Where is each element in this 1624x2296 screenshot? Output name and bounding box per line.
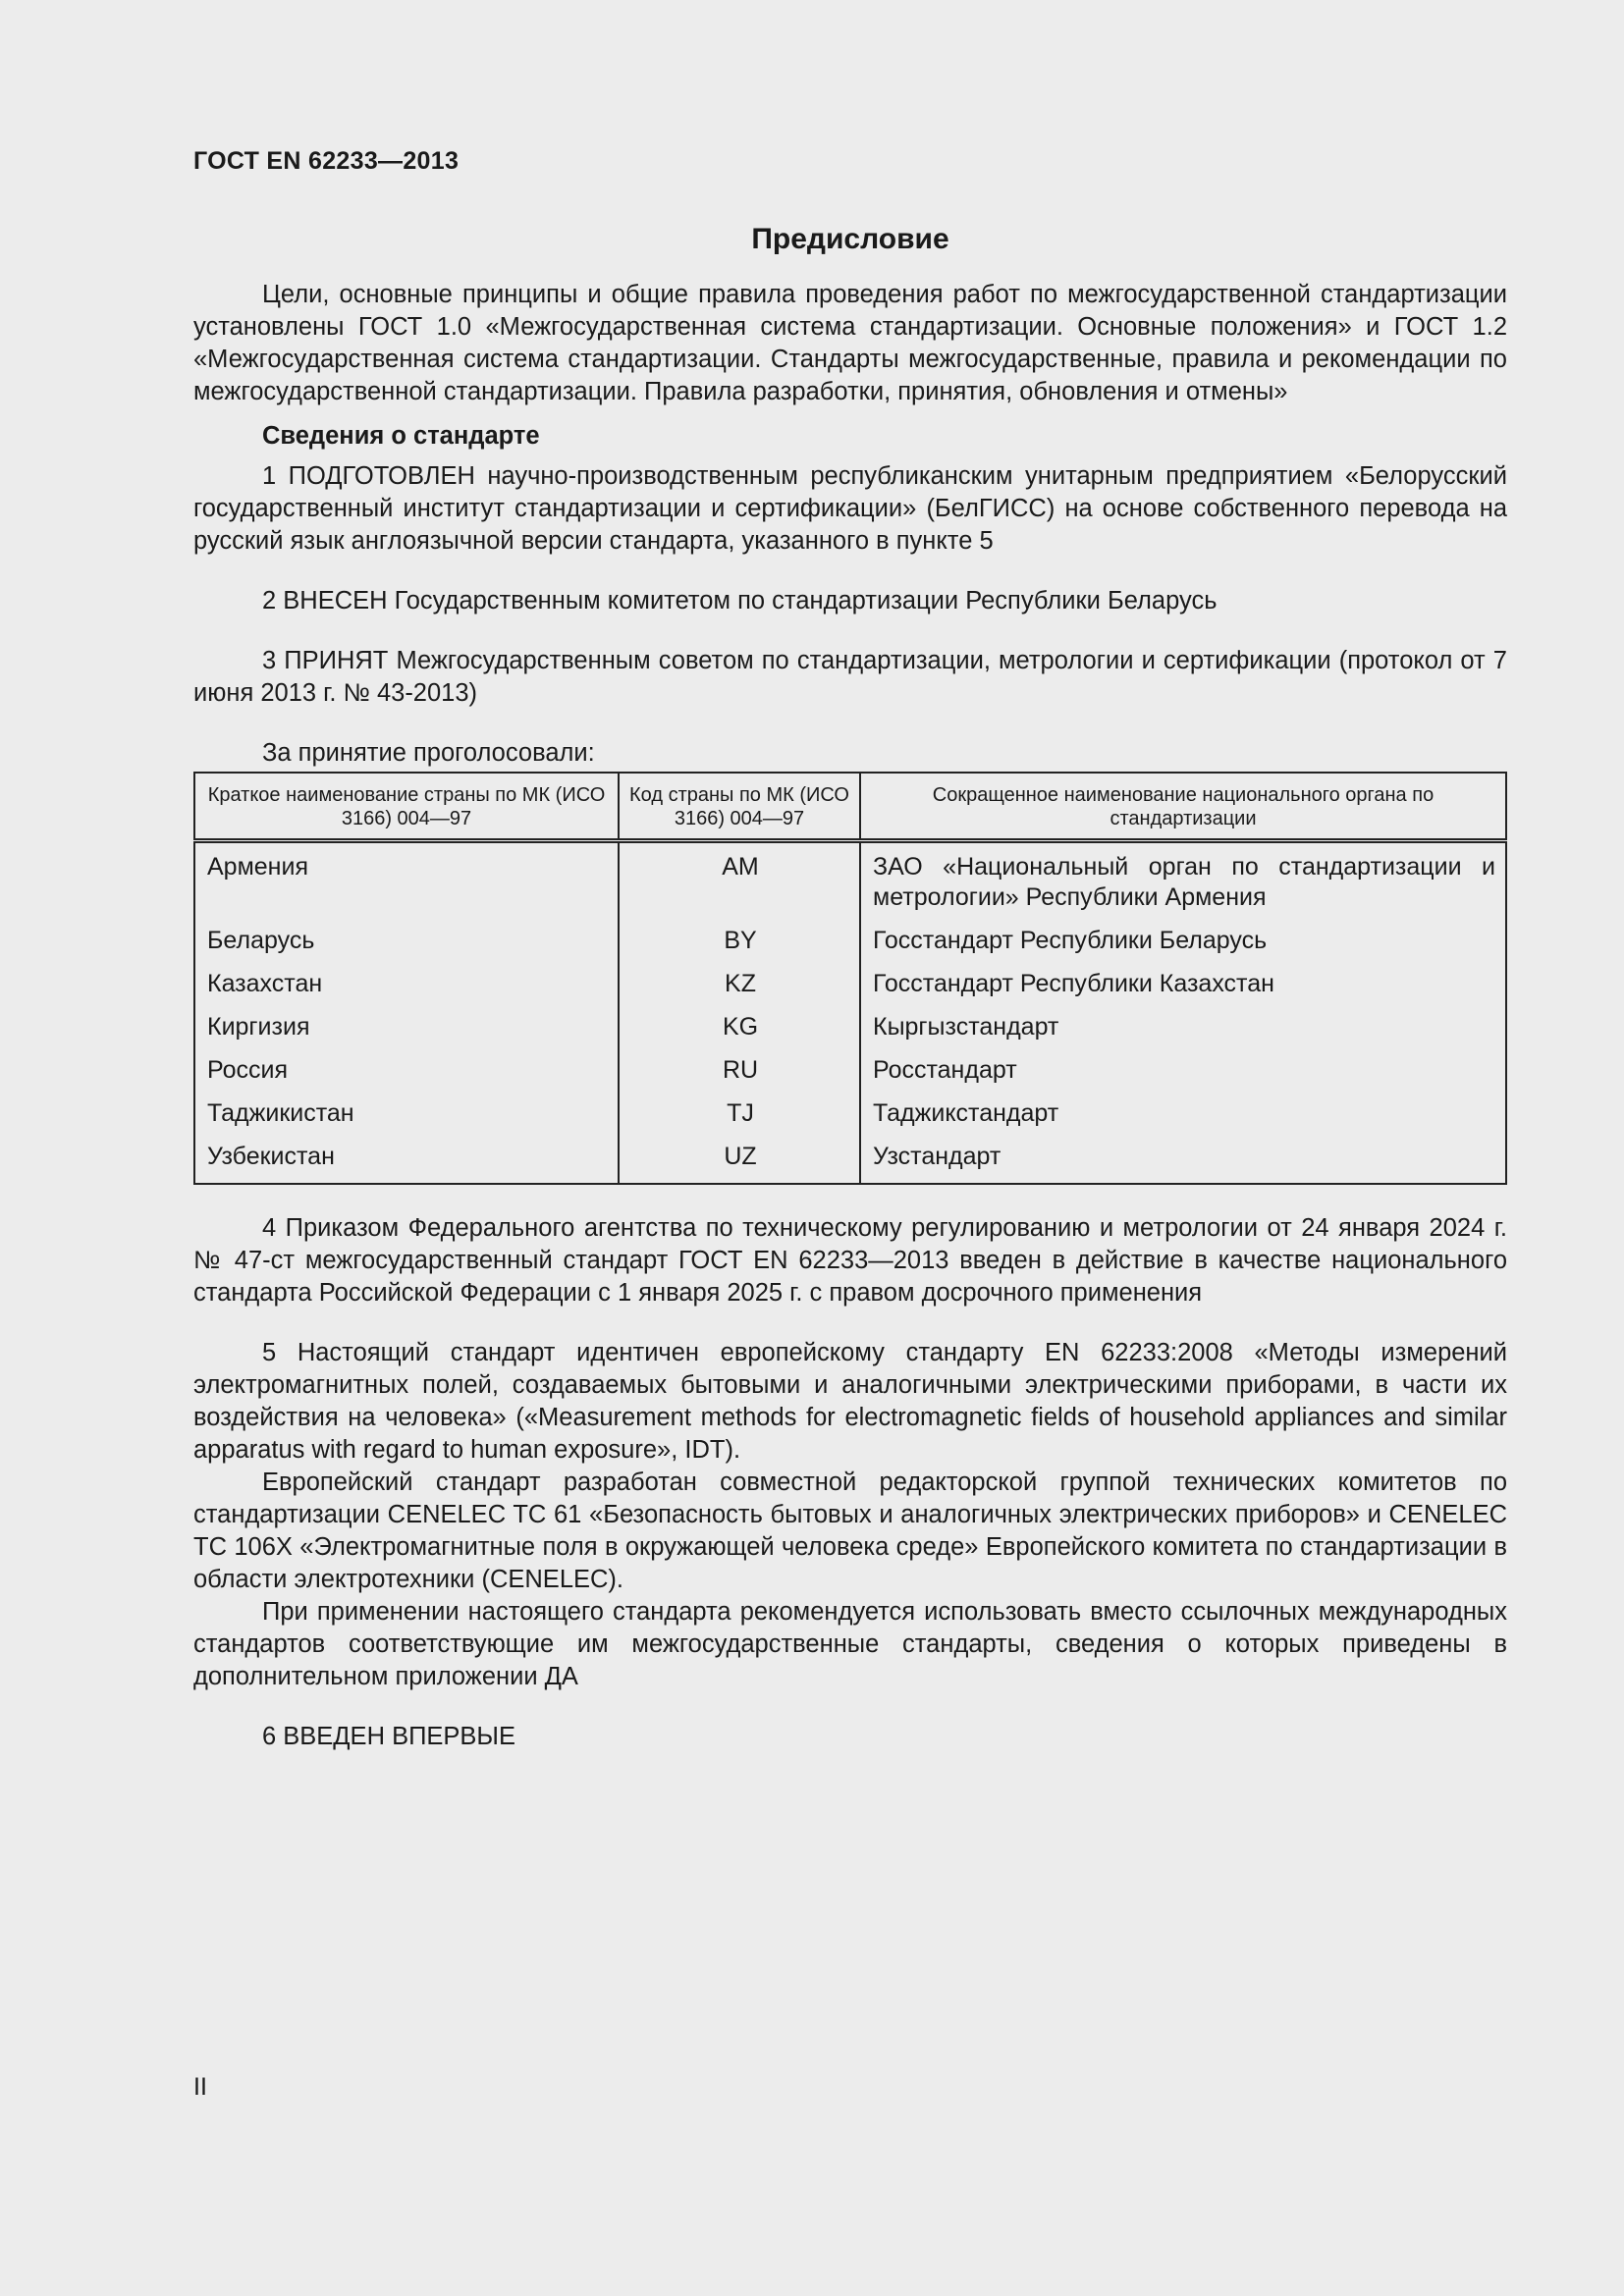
table-header-row (194, 773, 1506, 841)
code-cell: UZ (619, 1140, 860, 1184)
subheading: Сведения о стандарте (262, 422, 540, 450)
item-5-paragraph-3: При применении настоящего стандарта рекомендуется использовать вместо ссылочных международных стандартов соответствующие им межгосударственные стандарты, сведения о которых приведены в дополнительном приложении ДА (193, 1598, 1507, 1690)
org-cell: Таджикстандарт (860, 1096, 1506, 1140)
table-row (194, 1010, 1506, 1053)
item-6: 6 ВВЕДЕН ВПЕРВЫЕ (262, 1723, 516, 1750)
item-5-paragraph-2: Европейский стандарт разработан совместной редакторской группой технических комитетов по стандартизации CENELEC TC 61 «Безопасность бытовых и аналогичных электрических приборов» и CENELEC TC 106X «Электромагнитные поля в окружающей человека среде» Европейского комитета по стандартизации в области электротехники (CENELEC). (193, 1468, 1507, 1593)
header-org: Сокращенное наименование национального органа по стандартизации (860, 773, 1506, 841)
page-number: II (193, 2073, 207, 2101)
table-row (194, 924, 1506, 967)
item-4: 4 Приказом Федерального агентства по техническому регулированию и метрологии от 24 января 2024 г. № 47-ст межгосударственный стандарт ГОСТ EN 62233—2013 введен в действие в качестве национального стандарта Российской Федерации с 1 января 2025 г. с правом досрочного применения (193, 1214, 1507, 1307)
item-2: 2 ВНЕСЕН Государственным комитетом по стандартизации Республики Беларусь (262, 587, 1218, 614)
item-5: 5 Настоящий стандарт идентичен европейскому стандарту EN 62233:2008 «Методы измерений электромагнитных полей, создаваемых бытовыми и аналогичными электрическими приборами, в части их воздействия на человека» («Measurement methods for electromagnetic fields of household appliances and similar apparatus with regard to human exposure», IDT). (193, 1339, 1507, 1464)
country-cell: Армения (207, 853, 308, 881)
org-cell: Росстандарт (860, 1053, 1506, 1096)
intro-paragraph: Цели, основные принципы и общие правила проведения работ по межгосударственной стандартизации установлены ГОСТ 1.0 «Межгосударственная система стандартизации. Основные положения» и ГОСТ 1.2 «Межгосударственная система стандартизации. Стандарты межгосударственные, правила и рекомендации по межгосударственной стандартизации. Правила разработки, принятия, обновления и отмены» (193, 281, 1507, 405)
code-cell: AM (619, 841, 860, 925)
document-code: ГОСТ EN 62233—2013 (193, 147, 460, 175)
item-1: 1 ПОДГОТОВЛЕН научно-производственным республиканским унитарным предприятием «Белорусский государственный институт стандартизации и сертификации» (БелГИСС) на основе собственного перевода на русский язык англоязычной версии стандарта, указанного в пункте 5 (193, 462, 1507, 555)
country-cell: Беларусь (207, 927, 315, 954)
code-cell: KZ (619, 967, 860, 1010)
voting-table (193, 772, 1507, 1185)
header-code: Код страны по МК (ИСО 3166) 004—97 (619, 773, 860, 841)
org-cell: Госстандарт Республики Казахстан (860, 967, 1506, 1010)
table-row (194, 1096, 1506, 1140)
country-cell: Россия (207, 1056, 288, 1084)
country-cell: Узбекистан (207, 1143, 335, 1170)
vote-label: За принятие проголосовали: (262, 739, 595, 767)
page-title: Предисловие (751, 223, 949, 255)
org-cell: Госстандарт Республики Беларусь (860, 924, 1506, 967)
org-cell: Кыргызстандарт (860, 1010, 1506, 1053)
code-cell: RU (619, 1053, 860, 1096)
item-3: 3 ПРИНЯТ Межгосударственным советом по стандартизации, метрологии и сертификации (протокол от 7 июня 2013 г. № 43-2013) (193, 647, 1507, 707)
code-cell: BY (619, 924, 860, 967)
country-cell: Казахстан (207, 970, 323, 997)
country-cell: Таджикистан (207, 1099, 354, 1127)
table-row (194, 1053, 1506, 1096)
org-cell: ЗАО «Национальный орган по стандартизации и метрологии» Республики Армения (860, 841, 1506, 925)
table-row (194, 841, 1506, 925)
header-country: Краткое наименование страны по МК (ИСО 3166) 004—97 (194, 773, 619, 841)
table-row (194, 1140, 1506, 1184)
org-cell: Узстандарт (860, 1140, 1506, 1184)
table-row (194, 967, 1506, 1010)
preface-content (193, 222, 1507, 1753)
country-cell: Киргизия (207, 1013, 310, 1041)
code-cell: TJ (619, 1096, 860, 1140)
code-cell: KG (619, 1010, 860, 1053)
